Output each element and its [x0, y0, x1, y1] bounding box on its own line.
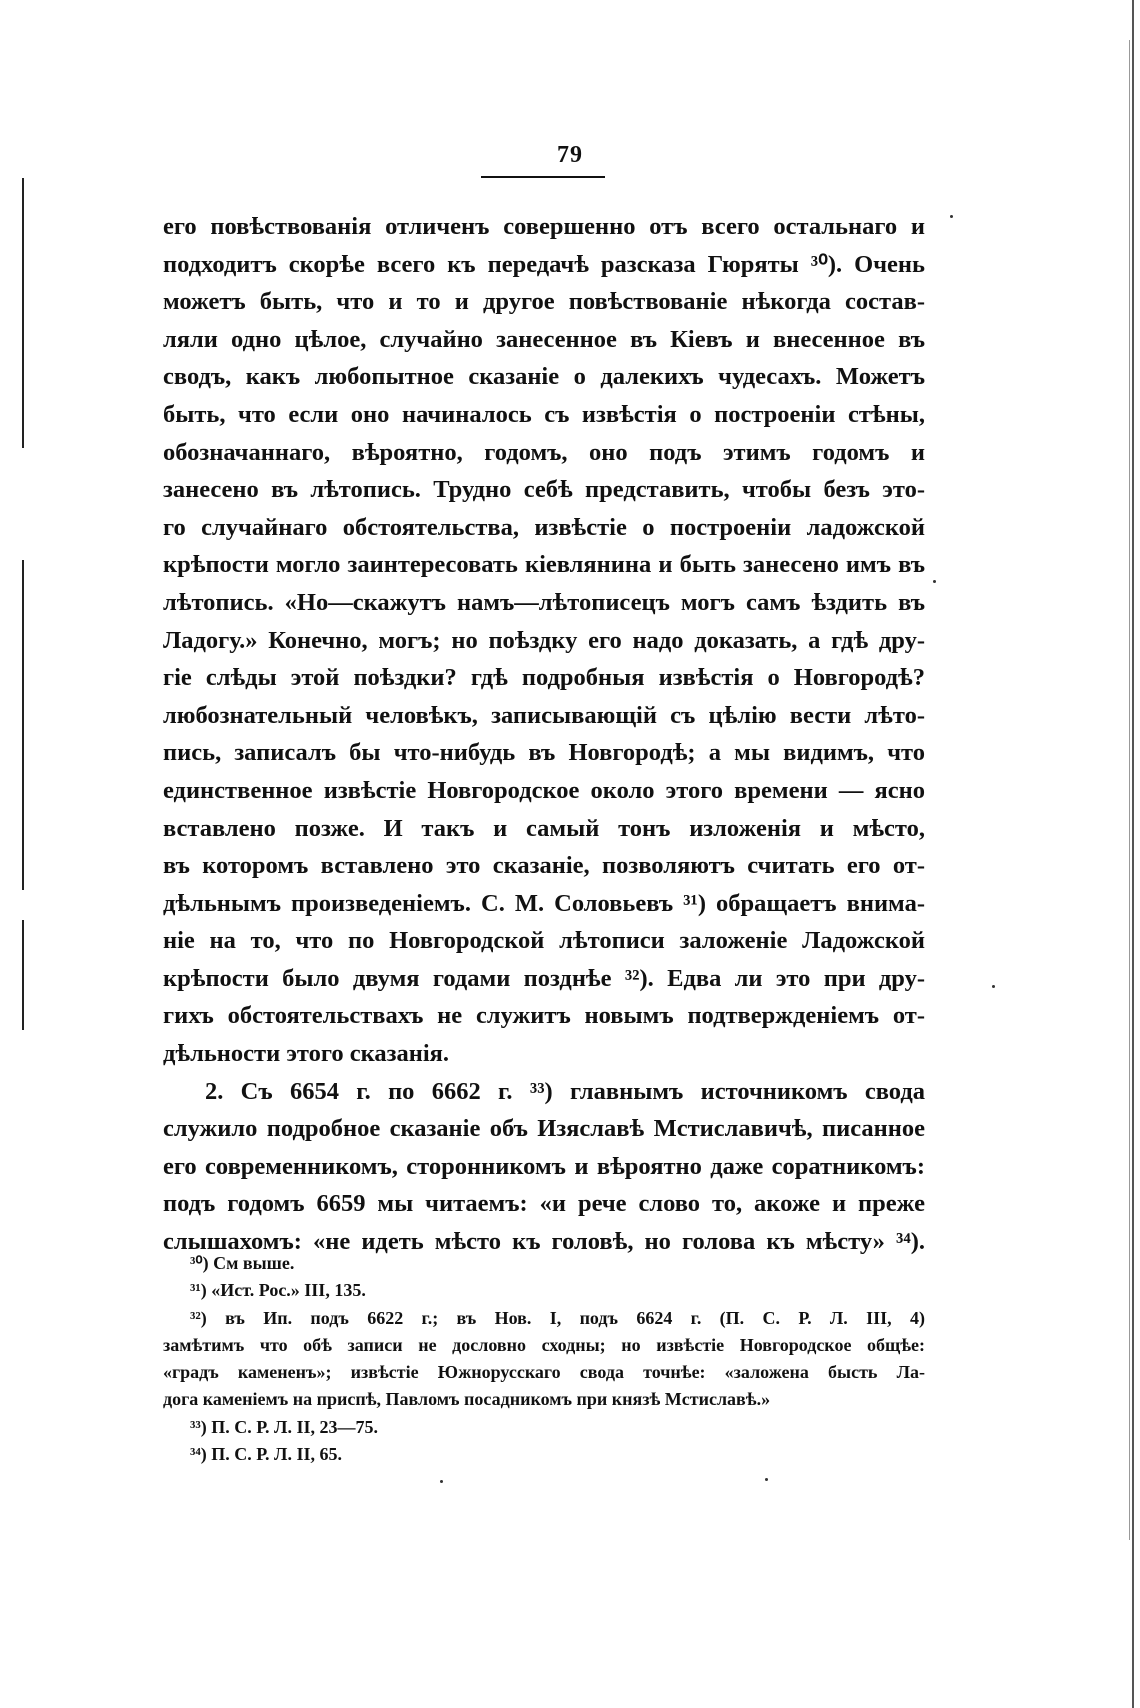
body-line: единственное извѣстіе Новгородское около этого времени — ясно: [163, 776, 925, 804]
footnote-34: ³⁴) П. С. Р. Л. II, 65.: [190, 1444, 342, 1465]
body-line: обозначаннаго, вѣроятно, годомъ, оно подъ этимъ годомъ и: [163, 438, 925, 466]
footnote-33: ³³) П. С. Р. Л. II, 23—75.: [190, 1416, 378, 1437]
footnotes: [163, 1250, 925, 1468]
scan-edge-mark: [22, 178, 24, 448]
body-line: служило подробное сказаніе объ Изяславѣ Мстиславичѣ, писанное: [163, 1115, 925, 1143]
scan-edge-mark: [1132, 0, 1134, 1708]
scan-speck: [765, 1478, 768, 1481]
footnote-32-continuation: замѣтимъ что обѣ записи не дословно сходны; но извѣстіе Новгородское общѣе:: [163, 1334, 925, 1355]
body-line: Ладогу.» Конечно, могъ; но поѣздку его надо доказать, а гдѣ дру-: [163, 626, 925, 654]
body-line: занесено въ лѣтопись. Трудно себѣ представить, чтобы безъ это-: [163, 476, 925, 504]
body-line: лѣтопись. «Но—скажутъ намъ—лѣтописецъ могъ самъ ѣздить въ: [163, 588, 925, 616]
body-line: ніе на то, что по Новгородской лѣтописи заложеніе Ладожской: [163, 927, 925, 955]
body-line: крѣпости было двумя годами позднѣе ³²). Едва ли это при дру-: [163, 964, 925, 992]
body-line: его повѣствованія отличенъ совершенно отъ всего остальнаго и: [163, 213, 925, 240]
body-line: подходитъ скорѣе всего къ передачѣ разсказа Гюряты ³⁰). Очень: [163, 250, 925, 278]
body-line: дѣльности этого сказанія.: [163, 1040, 450, 1068]
body-line: крѣпости могло заинтересовать кіевлянина и быть занесено имъ въ: [163, 551, 925, 579]
footnote-32-continuation: «градъ камененъ»; извѣстіе Южнорусскаго свода точнѣе: «заложена бысть Ла-: [163, 1362, 925, 1383]
body-line: вставлено позже. И такъ и самый тонъ изложенія и мѣсто,: [163, 814, 925, 842]
body-line: можетъ быть, что и то и другое повѣствованіе нѣкогда состав-: [163, 288, 925, 316]
body-line: гихъ обстоятельствахъ не служитъ новымъ подтвержденіемъ от-: [163, 1002, 925, 1030]
page-number: 79: [557, 142, 583, 168]
page-number-rule: [481, 176, 605, 178]
body-line: слышахомъ: «не идеть мѣсто къ головѣ, но голова къ мѣсту» ³⁴).: [163, 1228, 925, 1256]
body-line: гіе слѣды этой поѣздки? гдѣ подробныя извѣстія о Новгородѣ?: [163, 664, 925, 692]
body-line: быть, что если оно начиналось съ извѣстія о построеніи стѣны,: [163, 400, 925, 428]
footnote-32: ³²) въ Ип. подъ 6622 г.; въ Нов. I, подъ 6624 г. (П. С. Р. Л. III, 4): [190, 1307, 925, 1328]
body-line: сводъ, какъ любопытное сказаніе о далекихъ чудесахъ. Можетъ: [163, 363, 925, 391]
body-line: подъ годомъ 6659 мы читаемъ: «и рече слово то, акоже и преже: [163, 1190, 925, 1218]
scan-speck: [440, 1480, 443, 1483]
scan-edge-mark: [1129, 40, 1130, 1540]
scan-edge-mark: [22, 920, 24, 1030]
body-line: пись, записалъ бы что-нибудь въ Новгородѣ; а мы видимъ, что: [163, 739, 925, 767]
body-line: дѣльнымъ произведеніемъ. С. М. Соловьевъ ³¹) обращаетъ внима-: [163, 889, 925, 917]
body-line: любознательный человѣкъ, записывающій съ цѣлію вести лѣто-: [163, 701, 925, 729]
scan-speck: [992, 985, 995, 988]
scan-speck: [933, 580, 936, 583]
body-line-paragraph-start: 2. Съ 6654 г. по 6662 г. ³³) главнымъ источникомъ свода: [205, 1077, 925, 1105]
body-line: въ которомъ вставлено это сказаніе, позволяютъ считать его от-: [163, 852, 925, 880]
footnote-31: ³¹) «Ист. Рос.» III, 135.: [190, 1280, 366, 1301]
footnote-32-continuation: дога каменіемъ на приспѣ, Павломъ посадникомъ при князѣ Мстиславѣ.»: [163, 1389, 771, 1410]
body-line: го случайнаго обстоятельства, извѣстіе о построеніи ладожской: [163, 513, 925, 541]
body-line: его современникомъ, сторонникомъ и вѣроятно даже соратникомъ:: [163, 1152, 925, 1180]
scan-speck: [950, 215, 953, 218]
footnote-30: ³⁰) См выше.: [190, 1253, 295, 1273]
body-text: [163, 208, 925, 1261]
body-line: ляли одно цѣлое, случайно занесенное въ Кіевъ и внесенное въ: [163, 325, 925, 353]
scan-edge-mark: [22, 560, 24, 890]
